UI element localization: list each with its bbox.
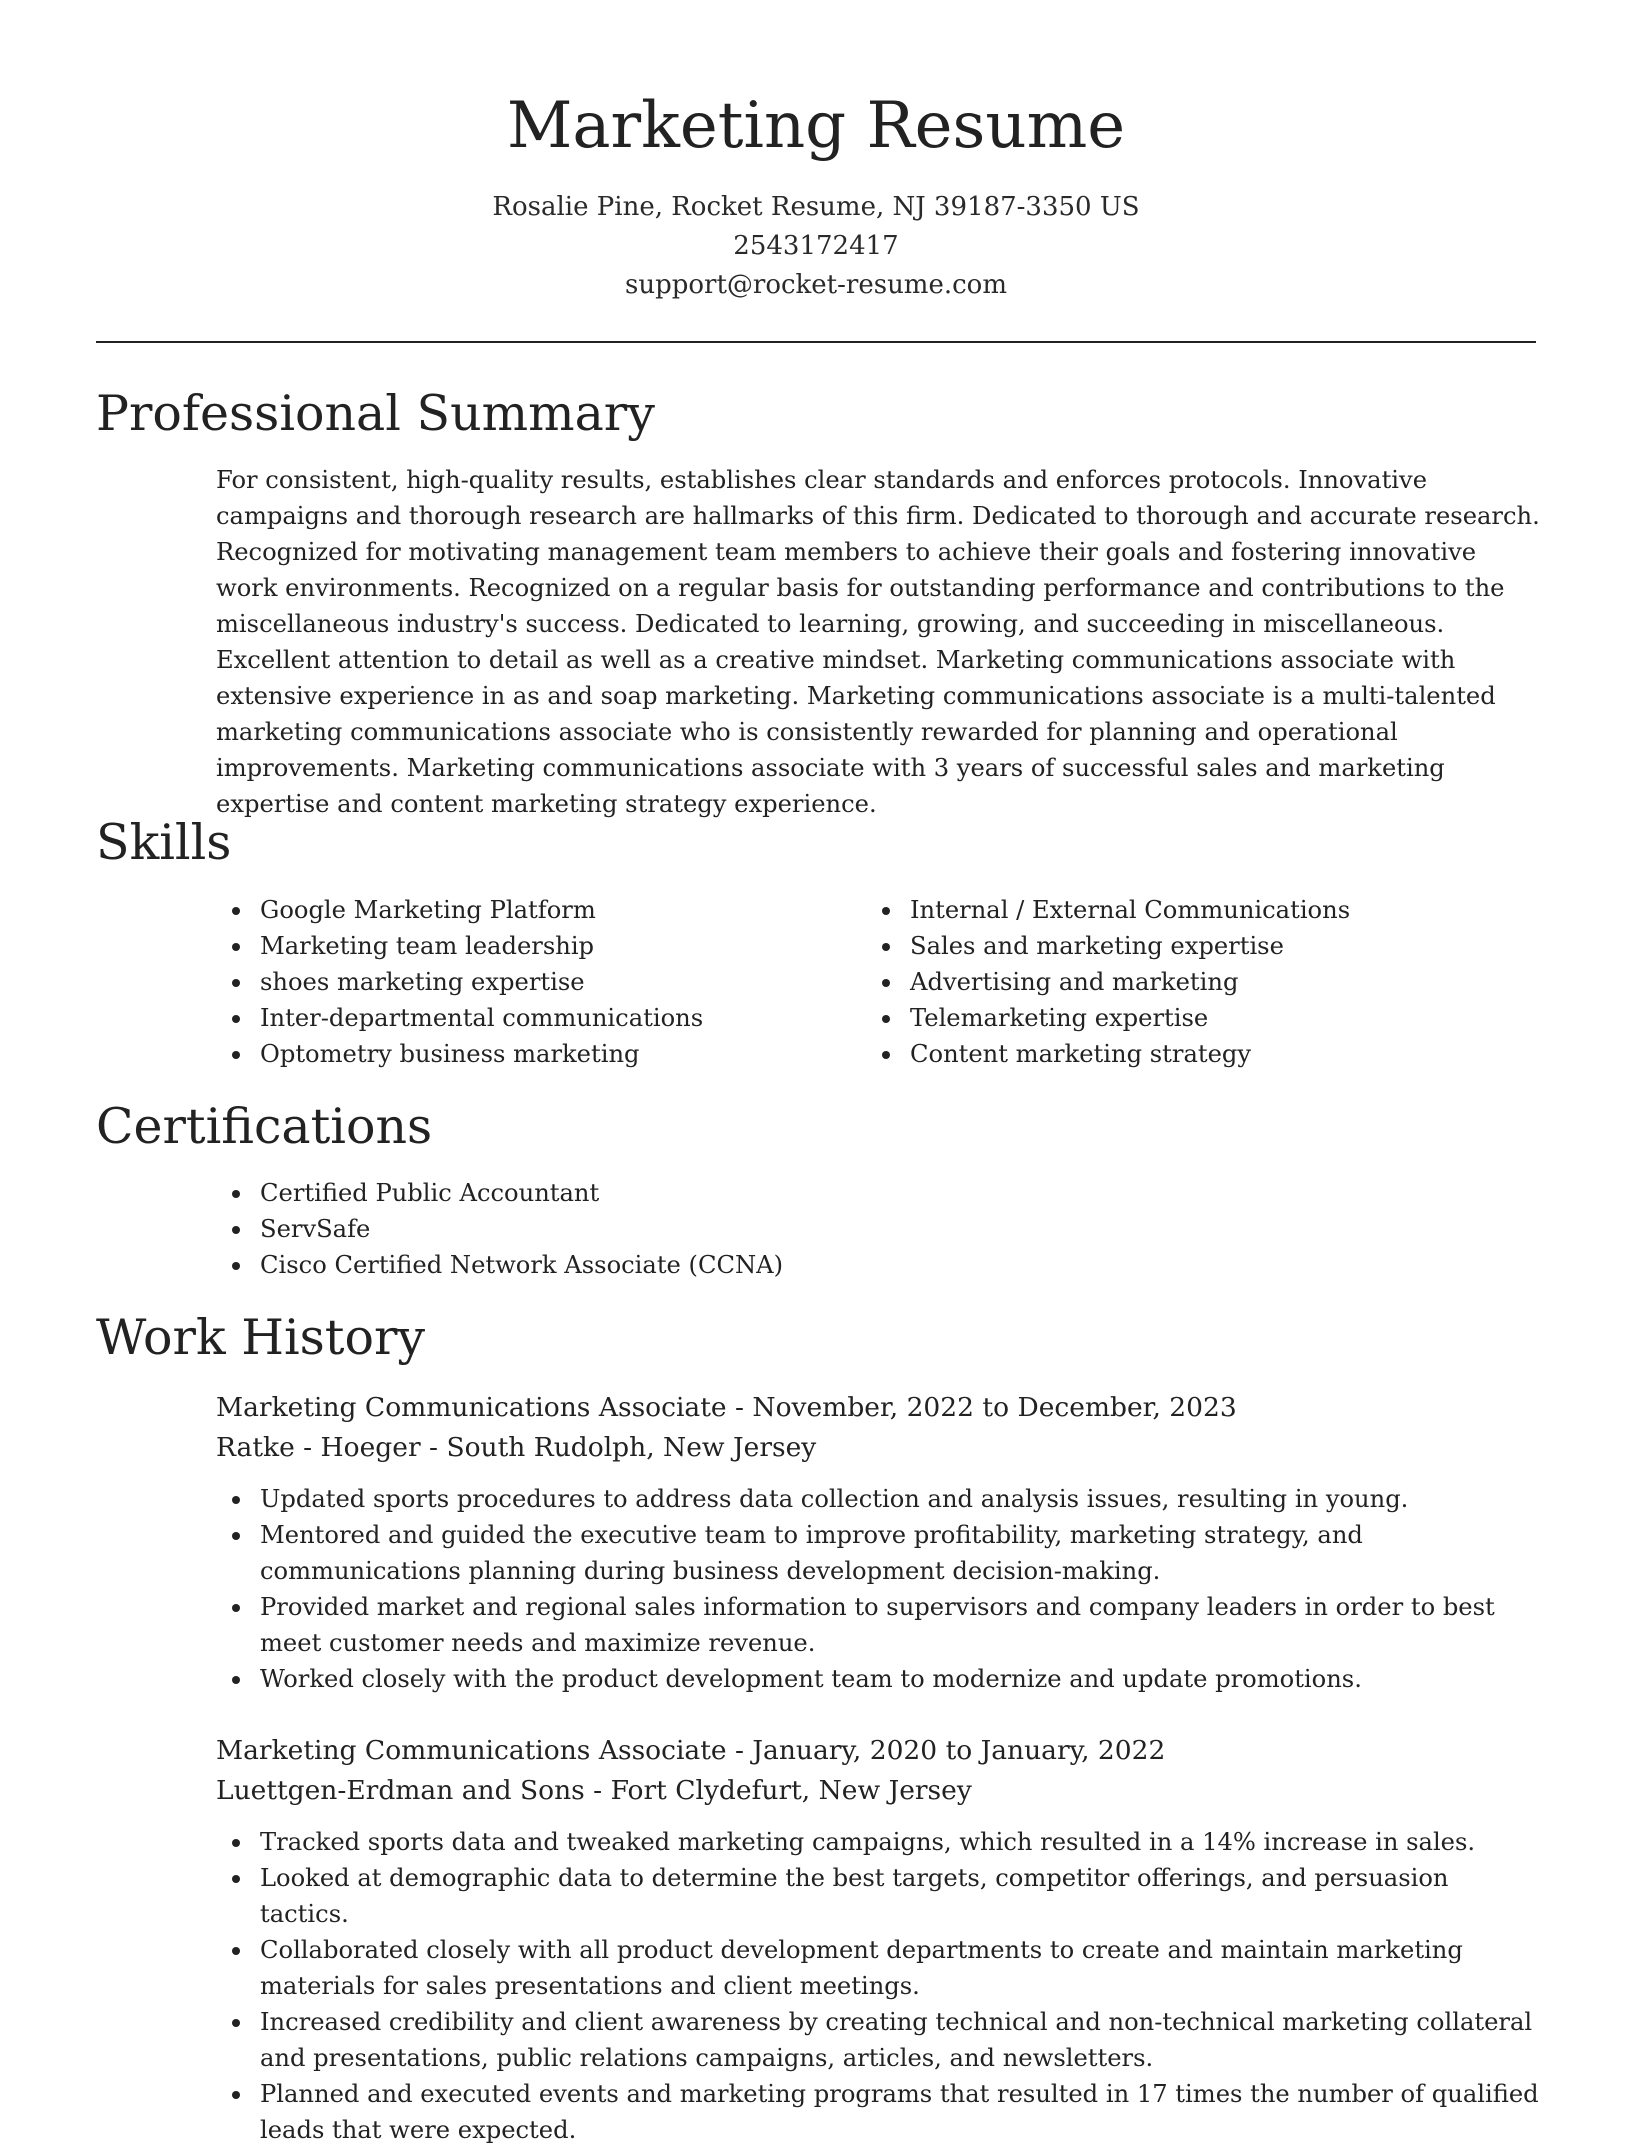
job-bullet-text: Updated sports procedures to address data collection and analysis issues, resulting in young. <box>260 1485 1409 1513</box>
job-company: Ratke - Hoeger <box>216 1432 421 1463</box>
skill-label: Marketing team leadership <box>260 932 595 960</box>
job-title-line: Marketing Communications Associate - November, 2022 to December, 2023 <box>216 1392 1237 1423</box>
bullet-icon <box>232 1496 240 1504</box>
bullet-icon <box>882 907 890 915</box>
job-bullet-text: Worked closely with the product development team to modernize and update promotions. <box>260 1665 1362 1693</box>
job-bullet <box>216 1824 1541 1860</box>
bullet-icon <box>232 979 240 987</box>
skill-label: Advertising and marketing <box>910 968 1239 996</box>
job-bullets <box>216 1481 1541 1697</box>
skill-item <box>866 1000 1506 1036</box>
job-bullet <box>216 1481 1541 1517</box>
skill-item <box>216 928 856 964</box>
job-company-line: Luettgen-Erdman and Sons - Fort Clydefurt, New Jersey <box>216 1775 972 1806</box>
skills-list-left <box>216 892 856 1072</box>
bullet-icon <box>232 1190 240 1198</box>
bullet-icon <box>232 1875 240 1883</box>
skill-label: Internal / External Communications <box>910 896 1351 924</box>
contact-block <box>0 188 1632 305</box>
bullet-icon <box>882 979 890 987</box>
certification-label: Certified Public Accountant <box>260 1179 600 1207</box>
resume-title: Marketing Resume <box>506 89 1126 163</box>
summary-heading: Professional Summary <box>96 385 655 442</box>
certification-item <box>216 1211 1536 1247</box>
bullet-icon <box>882 1051 890 1059</box>
skills-heading: Skills <box>96 814 232 871</box>
job-bullet <box>216 1517 1541 1589</box>
job-title: Marketing Communications Associate <box>216 1735 727 1766</box>
contact-phone: 2543172417 <box>733 231 899 261</box>
skill-label: shoes marketing expertise <box>260 968 585 996</box>
job-bullets <box>216 1824 1541 2148</box>
summary-text: For consistent, high-quality results, establishes clear standards and enforces protocols. Innovative campaigns and thorough research are hallmarks of this firm. Dedicated to thorough and accurate research. Recognized for motivating management team members to achieve their goals and fostering innovative work environments. Recognized on a regular basis for outstanding performance and contributions to the miscellaneous industry's success. Dedicated to learning, growing, and succeeding in miscellaneous. Excellent attention to detail as well as a creative mindset. Marketing communications associate with extensive experience in as and soap marketing. Marketing communications associate is a multi-talented marketing communications associate who is consistently rewarded for planning and operational improvements. Marketing communications associate with 3 years of successful sales and marketing expertise and content marketing strategy experience. <box>216 466 1540 818</box>
skill-item <box>216 892 856 928</box>
bullet-icon <box>882 1015 890 1023</box>
job-location: Fort Clydefurt, New Jersey <box>610 1775 972 1806</box>
job-bullet-text: Planned and executed events and marketing programs that resulted in 17 times the number of qualified leads that were expected. <box>260 2080 1539 2144</box>
bullet-icon <box>232 1839 240 1847</box>
job-title-line: Marketing Communications Associate - January, 2020 to January, 2022 <box>216 1735 1166 1766</box>
skill-label: Optometry business marketing <box>260 1040 640 1068</box>
bullet-icon <box>232 907 240 915</box>
bullet-icon <box>232 1676 240 1684</box>
skills-list-right <box>866 892 1506 1072</box>
bullet-icon <box>232 1262 240 1270</box>
bullet-icon <box>232 1015 240 1023</box>
skill-item <box>866 928 1506 964</box>
job-bullet-text: Looked at demographic data to determine the best targets, competitor offerings, and persuasion tactics. <box>260 1864 1449 1928</box>
job-dates: November, 2022 to December, 2023 <box>752 1392 1237 1423</box>
skill-item <box>216 1000 856 1036</box>
job-bullet <box>216 1932 1541 2004</box>
bullet-icon <box>882 943 890 951</box>
job-location: South Rudolph, New Jersey <box>446 1432 817 1463</box>
bullet-icon <box>232 943 240 951</box>
certifications-heading: Certifications <box>96 1098 433 1155</box>
bullet-icon <box>232 2019 240 2027</box>
job-bullet <box>216 2076 1541 2148</box>
job-bullet-text: Collaborated closely with all product development departments to create and maintain marketing materials for sales presentations and client meetings. <box>260 1936 1463 2000</box>
job-title: Marketing Communications Associate <box>216 1392 727 1423</box>
contact-email: support@rocket-resume.com <box>624 270 1007 300</box>
certification-item <box>216 1247 1536 1283</box>
job-bullet <box>216 1661 1541 1697</box>
skill-label: Telemarketing expertise <box>910 1004 1209 1032</box>
skill-item <box>866 1036 1506 1072</box>
resume-header <box>0 0 1632 305</box>
certification-item <box>216 1175 1536 1211</box>
job-company: Luettgen-Erdman and Sons <box>216 1775 585 1806</box>
bullet-icon <box>232 2091 240 2099</box>
job-bullet <box>216 1589 1541 1661</box>
skill-item <box>216 1036 856 1072</box>
job-entry <box>216 1731 1541 2148</box>
skill-item <box>866 964 1506 1000</box>
job-bullet-text: Provided market and regional sales information to supervisors and company leaders in order to best meet customer needs and maximize revenue. <box>260 1593 1495 1657</box>
contact-address: Rosalie Pine, Rocket Resume, NJ 39187-3350 US <box>492 192 1140 222</box>
bullet-icon <box>232 1532 240 1540</box>
certification-label: Cisco Certified Network Associate (CCNA) <box>260 1251 784 1279</box>
bullet-icon <box>232 1226 240 1234</box>
bullet-icon <box>232 1051 240 1059</box>
skill-label: Inter-departmental communications <box>260 1004 704 1032</box>
job-bullet-text: Increased credibility and client awareness by creating technical and non-technical marketing collateral and presentations, public relations campaigns, articles, and newsletters. <box>260 2008 1533 2072</box>
skill-label: Sales and marketing expertise <box>910 932 1284 960</box>
job-bullet-text: Tracked sports data and tweaked marketing campaigns, which resulted in a 14% increase in sales. <box>260 1828 1476 1856</box>
certification-label: ServSafe <box>260 1215 371 1243</box>
job-company-line: Ratke - Hoeger - South Rudolph, New Jersey <box>216 1432 817 1463</box>
work-history-heading: Work History <box>96 1309 426 1366</box>
skill-item <box>216 964 856 1000</box>
skill-label: Content marketing strategy <box>910 1040 1252 1068</box>
header-divider <box>96 341 1536 343</box>
skill-item <box>866 892 1506 928</box>
job-bullet-text: Mentored and guided the executive team to improve profitability, marketing strategy, and communications planning during business development decision-making. <box>260 1521 1363 1585</box>
job-bullet <box>216 2004 1541 2076</box>
certifications-list <box>216 1175 1536 1283</box>
job-bullet <box>216 1860 1541 1932</box>
job-dates: January, 2020 to January, 2022 <box>752 1735 1166 1766</box>
bullet-icon <box>232 1947 240 1955</box>
skill-label: Google Marketing Platform <box>260 896 596 924</box>
job-entry <box>216 1388 1541 1697</box>
bullet-icon <box>232 1604 240 1612</box>
